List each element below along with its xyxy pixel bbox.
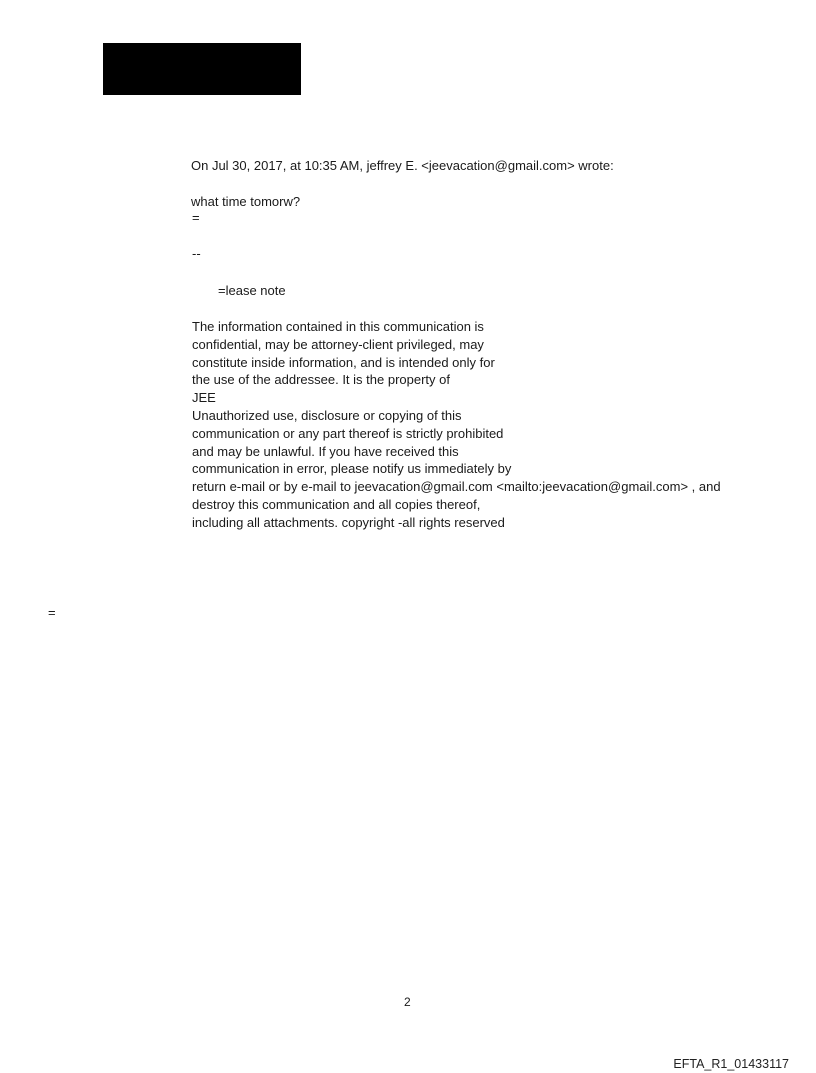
margin-equals-marker: = xyxy=(48,605,56,620)
disclaimer-line: communication in error, please notify us immediately by xyxy=(192,461,512,477)
redaction-block xyxy=(103,43,301,95)
signature-separator: -- xyxy=(192,246,201,261)
equals-marker: = xyxy=(192,210,200,225)
disclaimer-line: return e-mail or by e-mail to jeevacation@gmail.com <mailto:jeevacation@gmail.com> , and xyxy=(192,479,721,495)
disclaimer-line: JEE xyxy=(192,390,216,406)
disclaimer-line: The information contained in this communication is xyxy=(192,319,484,334)
disclaimer-line: Unauthorized use, disclosure or copying of this xyxy=(192,407,462,423)
please-note-line: =lease note xyxy=(218,283,286,298)
disclaimer-line: the use of the addressee. It is the property of xyxy=(192,372,450,388)
email-header-line: On Jul 30, 2017, at 10:35 AM, jeffrey E. <jeevacation@gmail.com> wrote: xyxy=(191,158,614,173)
message-text: what time tomorw? xyxy=(191,194,301,209)
disclaimer-line: including all attachments. copyright -all rights reserved xyxy=(192,514,505,530)
page-number: 2 xyxy=(404,995,411,1009)
disclaimer-line: communication or any part thereof is strictly prohibited xyxy=(192,425,504,441)
document-id: EFTA_R1_01433117 xyxy=(673,1057,789,1071)
disclaimer-line: confidential, may be attorney-client privileged, may xyxy=(192,336,484,352)
disclaimer-line: and may be unlawful. If you have received this xyxy=(192,443,459,459)
disclaimer-line: constitute inside information, and is intended only for xyxy=(192,354,495,370)
disclaimer-line: destroy this communication and all copies thereof, xyxy=(192,496,481,512)
disclaimer-block xyxy=(192,318,721,532)
